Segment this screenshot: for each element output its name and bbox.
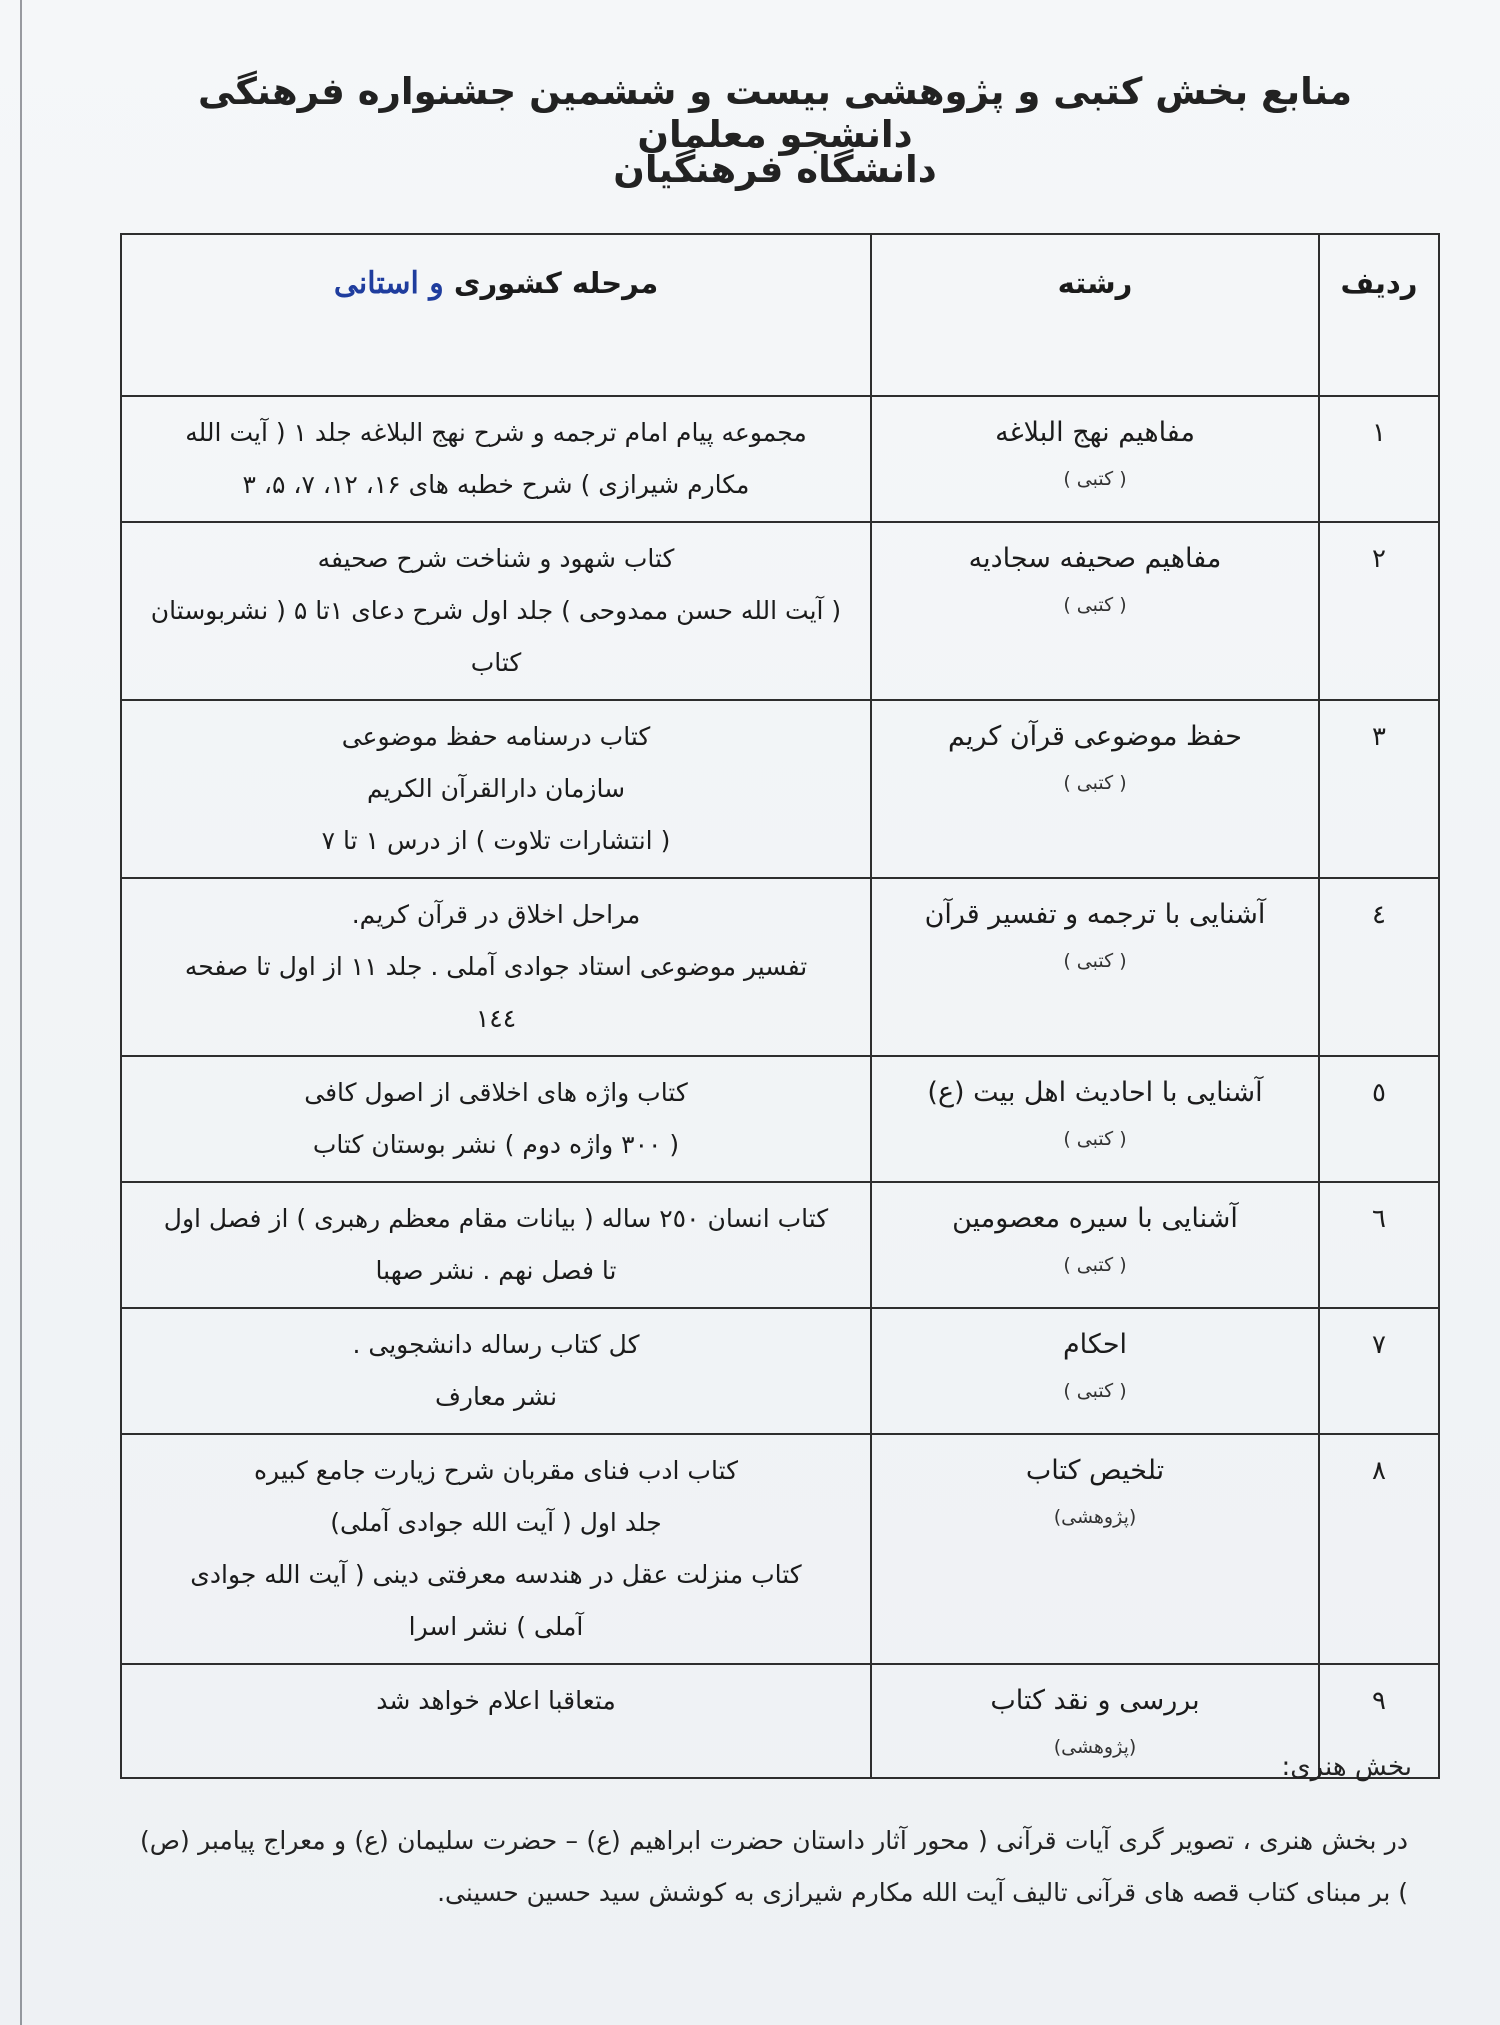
header-field-label: رشته bbox=[1057, 266, 1133, 300]
source-cell bbox=[121, 396, 871, 522]
row-number: ٦ bbox=[1372, 1204, 1386, 1234]
field-name: آشنایی با احادیث اهل بیت (ع) bbox=[927, 1077, 1263, 1108]
source-cell bbox=[121, 522, 871, 700]
source-line: کتاب شهود و شناخت شرح صحیفه bbox=[317, 544, 675, 573]
header-field bbox=[871, 234, 1319, 396]
table-row bbox=[121, 522, 1439, 700]
table-header-row bbox=[121, 234, 1439, 396]
field-name: احکام bbox=[1062, 1329, 1128, 1360]
field-type: ( کتبی ) bbox=[1063, 772, 1127, 794]
field-type: ( کتبی ) bbox=[1063, 1128, 1127, 1150]
table-row bbox=[121, 1056, 1439, 1182]
source-cell bbox=[121, 700, 871, 878]
source-line: کتاب ادب فنای مقربان شرح زیارت جامع کبیره bbox=[253, 1456, 739, 1485]
row-number: ۱ bbox=[1372, 418, 1386, 448]
field-type: ( کتبی ) bbox=[1063, 1254, 1127, 1276]
source-cell bbox=[121, 1182, 871, 1308]
source-line: ( انتشارات تلاوت ) از درس ۱ تا ۷ bbox=[321, 826, 671, 855]
field-name: مفاهیم صحیفه سجادیه bbox=[968, 543, 1222, 574]
row-number-cell bbox=[1319, 1182, 1439, 1308]
field-type: ( کتبی ) bbox=[1063, 1380, 1127, 1402]
source-line: سازمان دارالقرآن الکریم bbox=[366, 774, 626, 803]
field-type: ( کتبی ) bbox=[1063, 468, 1127, 490]
row-number: ۹ bbox=[1372, 1686, 1386, 1716]
source-line: ( ۳۰۰ واژه دوم ) نشر بوستان کتاب bbox=[312, 1130, 680, 1159]
table-row bbox=[121, 878, 1439, 1056]
field-cell bbox=[871, 1056, 1319, 1182]
field-cell bbox=[871, 1434, 1319, 1664]
row-number: ۸ bbox=[1372, 1456, 1386, 1486]
source-cell bbox=[121, 1056, 871, 1182]
table-row bbox=[121, 396, 1439, 522]
source-line: کل کتاب رساله دانشجویی . bbox=[352, 1330, 640, 1359]
field-cell bbox=[871, 396, 1319, 522]
header-stage bbox=[121, 234, 871, 396]
row-number-cell bbox=[1319, 1308, 1439, 1434]
field-name: حفظ موضوعی قرآن کریم bbox=[948, 721, 1242, 752]
row-number: ٤ bbox=[1372, 900, 1386, 930]
source-line: تفسیر موضوعی استاد جوادی آملی . جلد ۱۱ از اول تا صفحه bbox=[184, 952, 808, 981]
field-cell bbox=[871, 1308, 1319, 1434]
table-row bbox=[121, 1664, 1439, 1778]
header-stage-handwritten-addition: و استانی bbox=[333, 266, 444, 301]
document-title-line-1: منابع بخش کتبی و پژوهشی بیست و ششمین جشنواره فرهنگی دانشجو معلمان bbox=[197, 70, 1353, 156]
table-row bbox=[121, 1434, 1439, 1664]
scan-edge-line bbox=[20, 0, 22, 2025]
field-cell bbox=[871, 700, 1319, 878]
source-line: مکارم شیرازی ) شرح خطبه های ۱۶، ۱۲، ۷، ۵، ۳ bbox=[242, 470, 750, 499]
source-line: نشر معارف bbox=[434, 1382, 558, 1411]
table-row bbox=[121, 700, 1439, 878]
source-cell bbox=[121, 1664, 871, 1778]
row-number-cell bbox=[1319, 1056, 1439, 1182]
art-section-heading: بخش هنری: bbox=[1281, 1752, 1412, 1782]
source-line: مجموعه پیام امام ترجمه و شرح نهج البلاغه جلد ۱ ( آیت الله bbox=[185, 418, 807, 447]
row-number: ۲ bbox=[1372, 544, 1386, 574]
source-line: کتاب bbox=[470, 648, 522, 677]
row-number-cell bbox=[1319, 1434, 1439, 1664]
source-line: مراحل اخلاق در قرآن کریم. bbox=[351, 900, 641, 929]
row-number-cell bbox=[1319, 396, 1439, 522]
field-name: تلخیص کتاب bbox=[1025, 1455, 1165, 1486]
table-row bbox=[121, 1182, 1439, 1308]
field-type: (پژوهشی) bbox=[1053, 1506, 1137, 1528]
table-row bbox=[121, 1308, 1439, 1434]
row-number-cell bbox=[1319, 878, 1439, 1056]
source-line: ۱٤٤ bbox=[475, 1004, 517, 1033]
table-body bbox=[121, 396, 1439, 1778]
row-number-cell bbox=[1319, 522, 1439, 700]
field-type: (پژوهشی) bbox=[1053, 1736, 1137, 1758]
art-section-paragraph: در بخش هنری ، تصویر گری آیات قرآنی ( محور آثار داستان حضرت ابراهیم (ع) – حضرت سلیمان (ع) و معراج پیامبر (ص) ) بر مبنای کتاب قصه های قرآنی تالیف آیت الله مکارم شیرازی به کوشش سید حسین حسینی. bbox=[140, 1826, 1408, 1907]
source-cell bbox=[121, 1434, 871, 1664]
field-cell bbox=[871, 522, 1319, 700]
source-line: کتاب منزلت عقل در هندسه معرفتی دینی ( آیت الله جوادی bbox=[190, 1560, 802, 1589]
row-number: ۷ bbox=[1372, 1330, 1386, 1360]
source-line: جلد اول ( آیت الله جوادی آملی) bbox=[330, 1508, 662, 1537]
source-line: ( آیت الله حسن ممدوحی ) جلد اول شرح دعای ۱تا ۵ ( نشربوستان bbox=[150, 596, 842, 625]
row-number: ٥ bbox=[1372, 1078, 1386, 1108]
document-title-line-2: دانشگاه فرهنگیان bbox=[613, 148, 937, 191]
row-number-cell bbox=[1319, 700, 1439, 878]
field-cell bbox=[871, 1664, 1319, 1778]
field-type: ( کتبی ) bbox=[1063, 950, 1127, 972]
field-name: بررسی و نقد کتاب bbox=[990, 1685, 1200, 1716]
field-name: مفاهیم نهج البلاغه bbox=[995, 417, 1195, 448]
header-stage-label: مرحله کشوری bbox=[453, 266, 659, 300]
source-line: کتاب انسان ۲٥۰ ساله ( بیانات مقام معظم رهبری ) از فصل اول bbox=[163, 1204, 829, 1233]
header-row-number bbox=[1319, 234, 1439, 396]
source-cell bbox=[121, 878, 871, 1056]
source-line: کتاب واژه های اخلاقی از اصول کافی bbox=[304, 1078, 688, 1107]
source-line: آملی ) نشر اسرا bbox=[408, 1612, 584, 1641]
field-cell bbox=[871, 878, 1319, 1056]
field-name: آشنایی با ترجمه و تفسیر قرآن bbox=[924, 899, 1266, 930]
source-line: متعاقبا اعلام خواهد شد bbox=[376, 1686, 616, 1715]
header-row-number-label: ردیف bbox=[1340, 266, 1418, 300]
field-name: آشنایی با سیره معصومین bbox=[952, 1203, 1238, 1234]
source-line: کتاب درسنامه حفظ موضوعی bbox=[341, 722, 651, 751]
field-type: ( کتبی ) bbox=[1063, 594, 1127, 616]
sources-table bbox=[120, 233, 1440, 1779]
source-line: تا فصل نهم . نشر صهبا bbox=[375, 1256, 617, 1285]
source-cell bbox=[121, 1308, 871, 1434]
row-number: ۳ bbox=[1372, 722, 1386, 752]
field-cell bbox=[871, 1182, 1319, 1308]
